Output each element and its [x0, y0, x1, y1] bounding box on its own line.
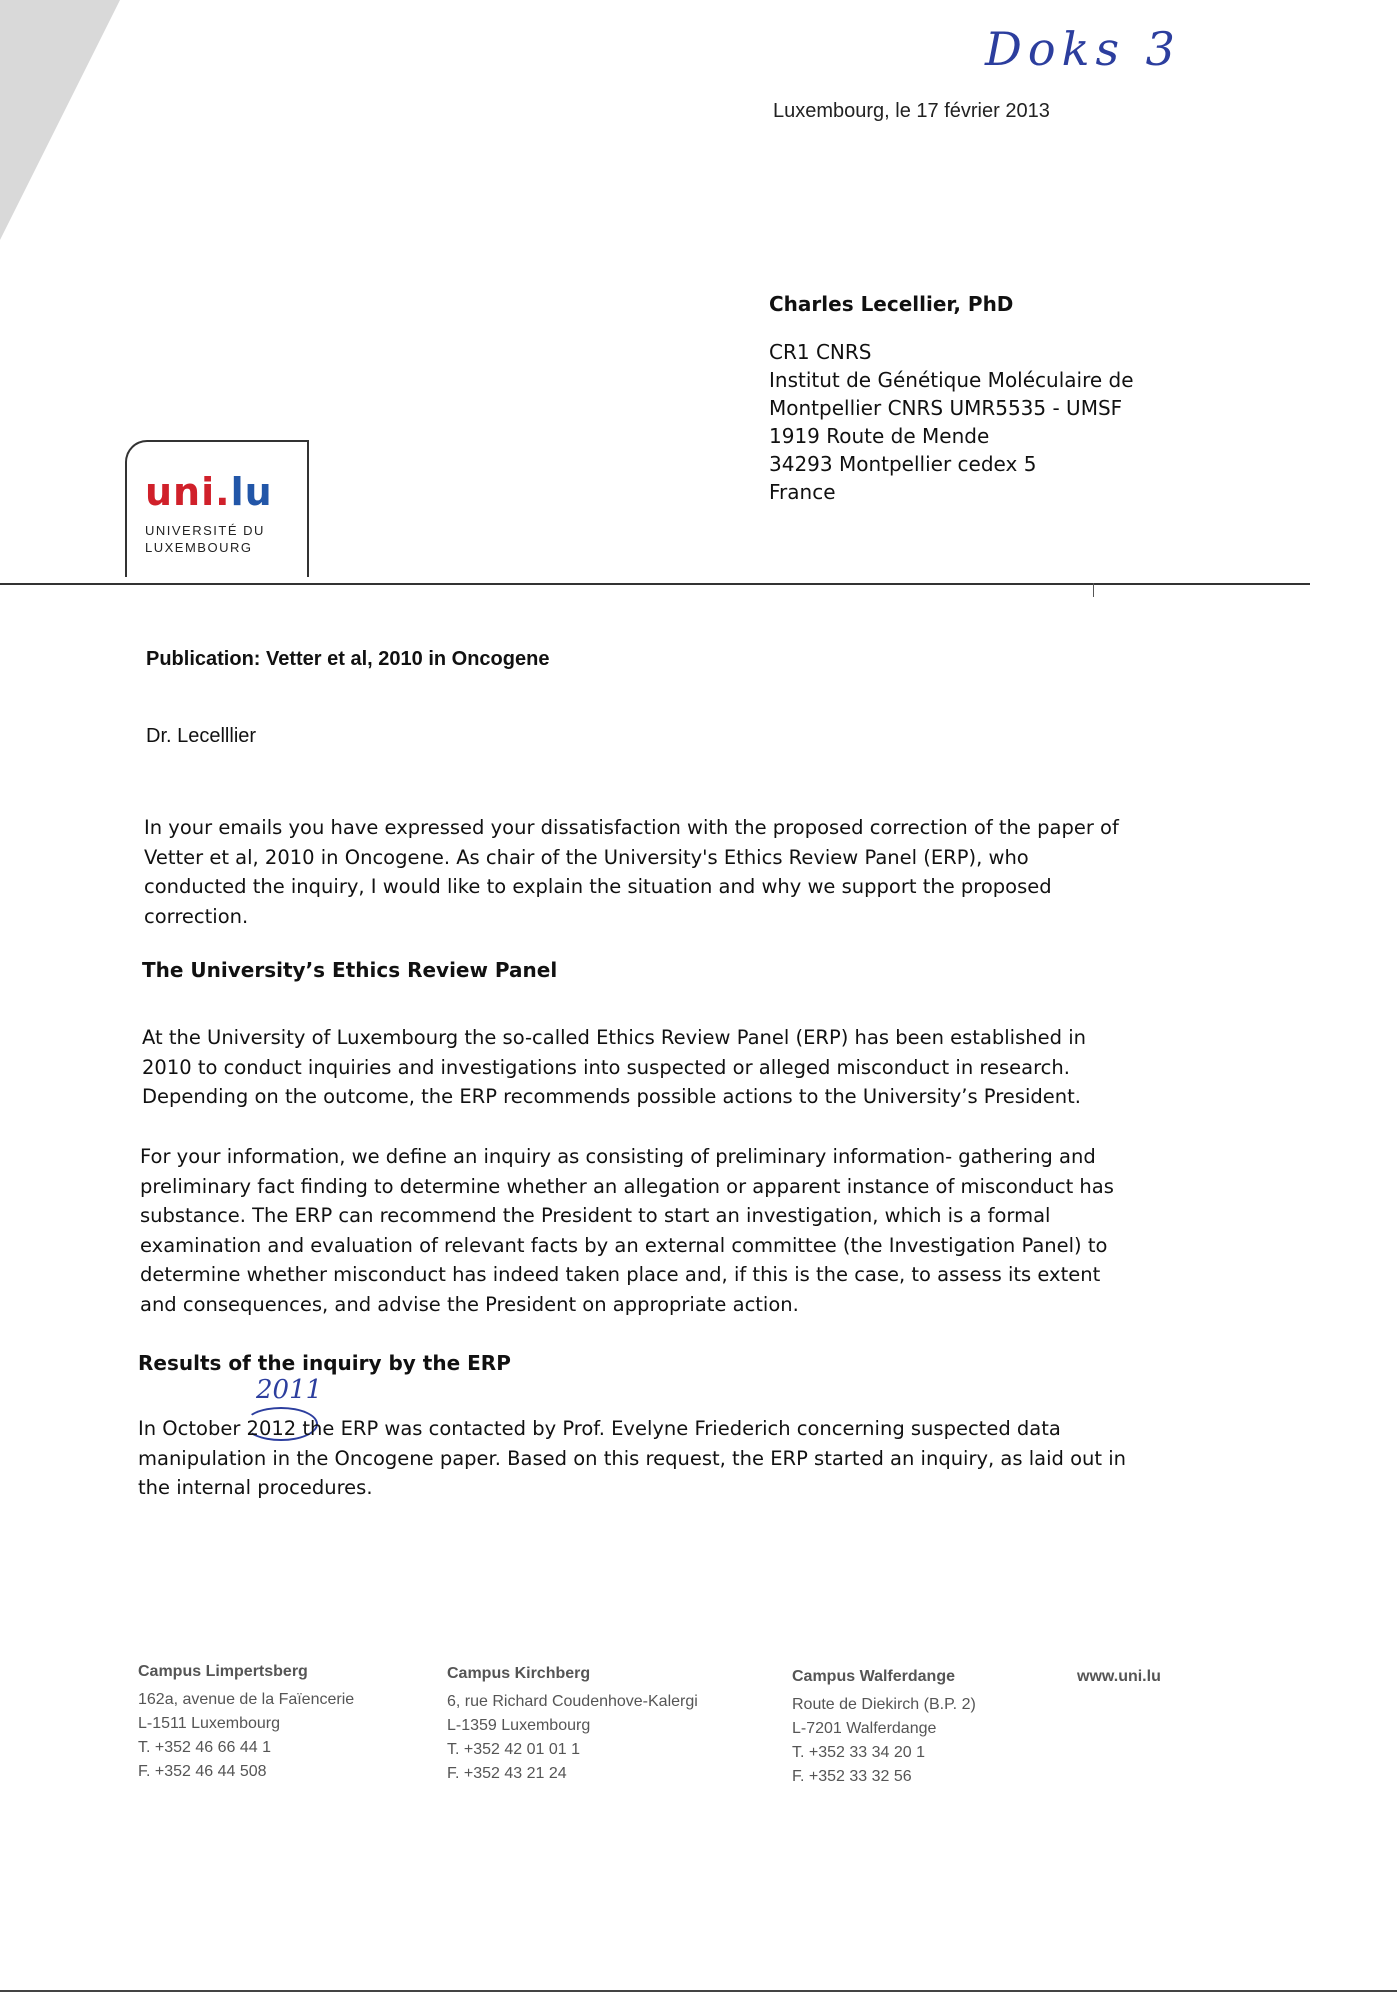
footer-campus-walferdange	[792, 1665, 976, 1789]
logo-mark	[145, 472, 273, 512]
letter-date: Luxembourg, le 17 février 2013	[773, 100, 1050, 122]
university-logo	[125, 440, 309, 577]
section-heading-results: Results of the inquiry by the ERP	[138, 1351, 511, 1375]
campus-city: L-7201 Walferdange	[792, 1720, 937, 1737]
logo-lu-text: lu	[230, 470, 273, 514]
campus-title: Campus Kirchberg	[447, 1665, 591, 1682]
recipient-line: Montpellier CNRS UMR5535 - UMSF	[769, 396, 1123, 420]
paragraph-intro: In your emails you have expressed your dissatisfaction with the proposed correction of the paper of Vetter et al, 2010 in Oncogene. As chair of the University's Ethics Review Panel (ERP), who conducted the inquiry, I would like to explain the situation and why we support the proposed correction.	[144, 816, 1119, 928]
recipient-line: CR1 CNRS	[769, 340, 872, 364]
campus-fax: F. +352 46 44 508	[138, 1763, 267, 1780]
paragraph-definition: For your information, we define an inquiry as consisting of preliminary information- gathering and preliminary fact finding to determine whether an allegation or apparent instance of misconduct has substance. The ERP can recommend the President to start an investigation, which is a formal examination and evaluation of relevant facts by an external committee (the Investigation Panel) to determine whether misconduct has indeed taken place and, if this is the case, to assess its extent and consequences, and advise the President on appropriate action.	[140, 1145, 1114, 1316]
logo-subtitle	[145, 522, 265, 556]
recipient-line: Institut de Génétique Moléculaire de	[769, 368, 1134, 392]
recipient-address	[769, 290, 1134, 506]
handwritten-annotation: Doks 3	[985, 22, 1181, 76]
salutation: Dr. Lecelllier	[146, 725, 257, 747]
campus-address: 6, rue Richard Coudenhove-Kalergi	[447, 1693, 698, 1710]
recipient-line: 34293 Montpellier cedex 5	[769, 452, 1037, 476]
campus-address: Route de Diekirch (B.P. 2)	[792, 1696, 976, 1713]
campus-city: L-1359 Luxembourg	[447, 1717, 591, 1734]
campus-title: Campus Limpertsberg	[138, 1663, 308, 1680]
recipient-line: France	[769, 480, 836, 504]
logo-dot: .	[215, 470, 231, 514]
campus-phone: T. +352 42 01 01 1	[447, 1741, 580, 1758]
logo-line1: UNIVERSITÉ DU	[145, 523, 265, 538]
paragraph-results: In October 2012 the ERP was contacted by Prof. Evelyne Friederich concerning suspected data manipulation in the Oncogene paper. Based on this request, the ERP started an inquiry, as laid out in the internal procedures.	[138, 1417, 1127, 1499]
logo-uni-text: uni	[145, 470, 216, 514]
footer-campus-kirchberg	[447, 1662, 698, 1786]
footer-campus-limpertsberg	[138, 1660, 354, 1784]
header-divider	[0, 583, 1310, 585]
campus-phone: T. +352 46 66 44 1	[138, 1739, 271, 1756]
bottom-scan-edge	[0, 1990, 1397, 1992]
subject-line: Publication: Vetter et al, 2010 in Oncogene	[146, 648, 550, 670]
campus-fax: F. +352 43 21 24	[447, 1765, 567, 1782]
campus-title: Campus Walferdange	[792, 1668, 955, 1685]
handwritten-year-correction: 2011	[256, 1375, 323, 1405]
paragraph-erp: At the University of Luxembourg the so-called Ethics Review Panel (ERP) has been established in 2010 to conduct inquiries and investigations into suspected or alleged misconduct in research. Depending on the outcome, the ERP recommends possible actions to the University’s President.	[142, 1026, 1086, 1108]
logo-line2: LUXEMBOURG	[145, 540, 253, 555]
campus-phone: T. +352 33 34 20 1	[792, 1744, 925, 1761]
recipient-line: 1919 Route de Mende	[769, 424, 990, 448]
footer-website-link[interactable]: www.uni.lu	[1077, 1668, 1161, 1685]
campus-fax: F. +352 33 32 56	[792, 1768, 912, 1785]
fold-tick	[1093, 583, 1094, 597]
campus-city: L-1511 Luxembourg	[138, 1715, 281, 1732]
scan-corner-shadow	[0, 0, 120, 240]
campus-address: 162a, avenue de la Faïencerie	[138, 1691, 355, 1708]
section-heading-erp: The University’s Ethics Review Panel	[142, 958, 558, 982]
recipient-name: Charles Lecellier, PhD	[769, 292, 1014, 316]
